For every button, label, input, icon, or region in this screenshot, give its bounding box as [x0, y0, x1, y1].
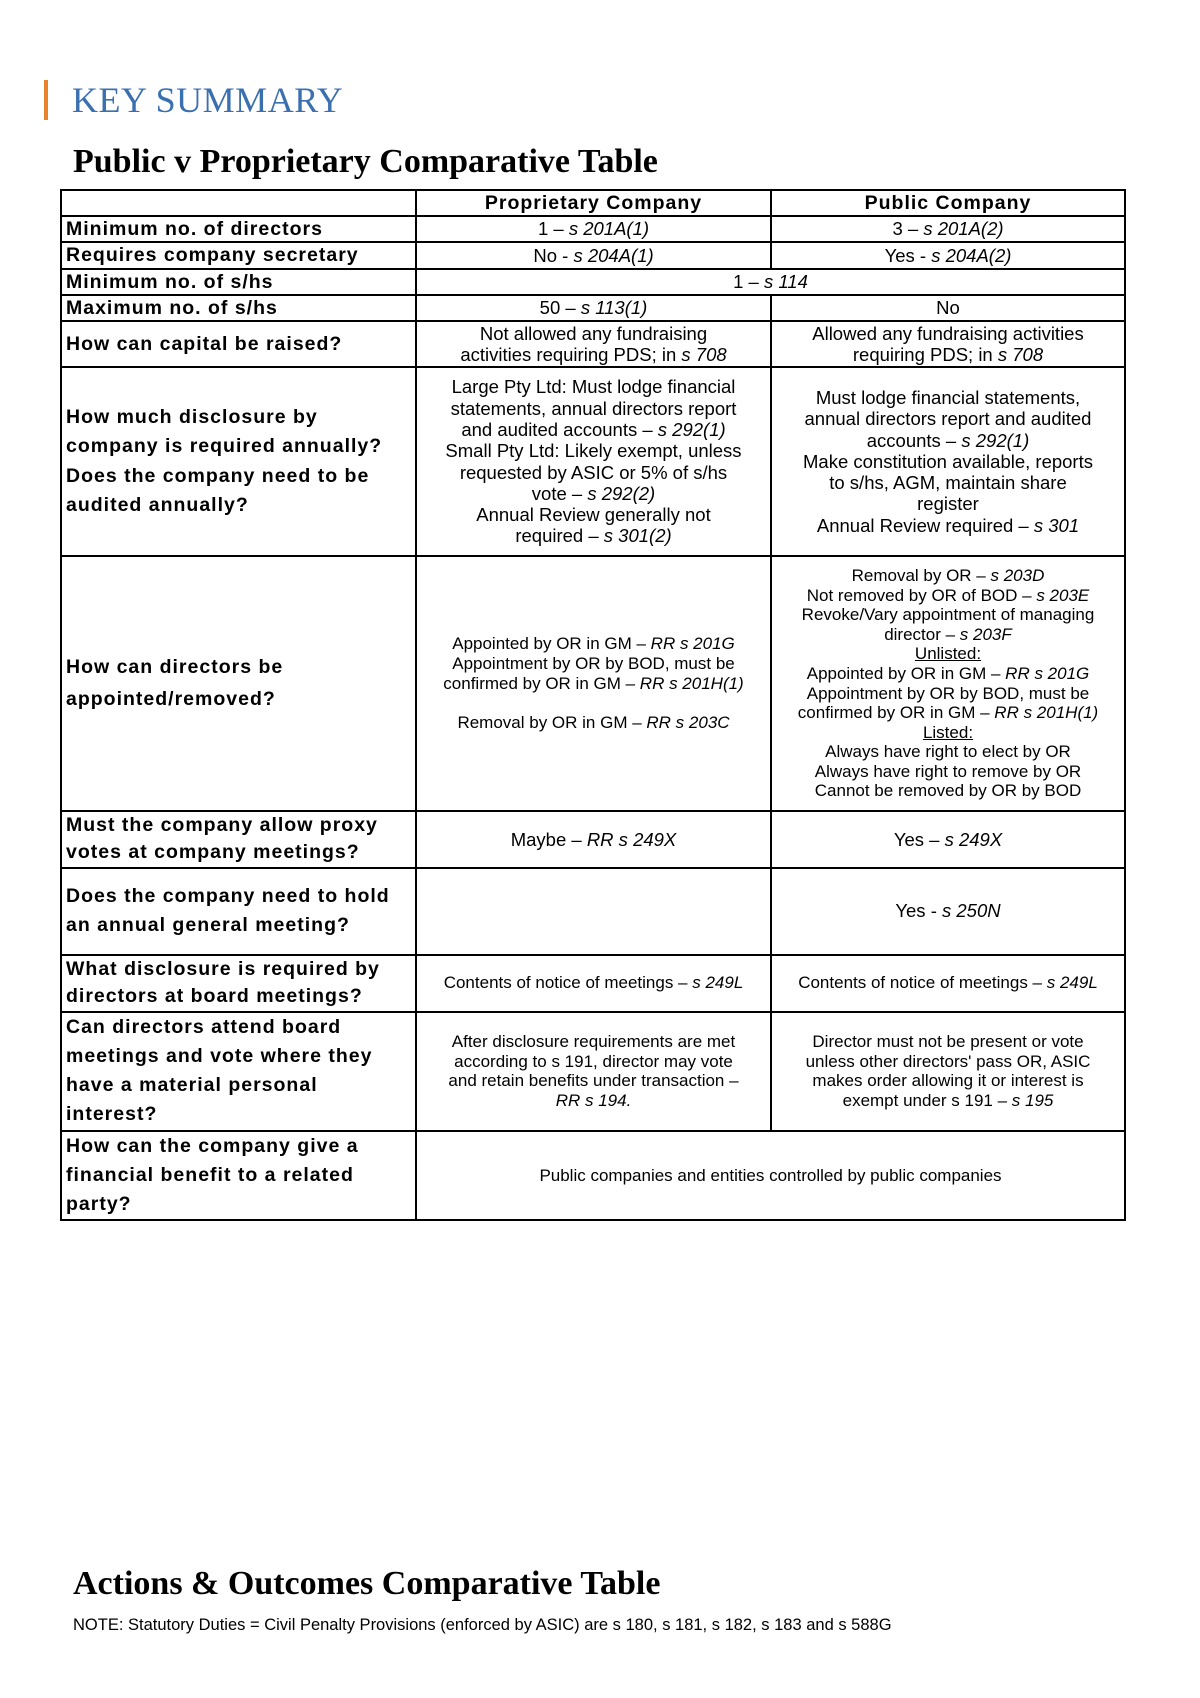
public-answer: Contents of notice of meetings – s 249L — [771, 955, 1125, 1012]
proprietary-answer: Appointed by OR in GM – RR s 201G Appointment by OR by BOD, must be confirmed by OR in GM – RR s 201H(1) Removal by OR in GM – RR s 203C — [416, 556, 771, 811]
proprietary-answer: 1 – s 201A(1) — [416, 216, 771, 242]
public-answer: Removal by OR – s 203D Not removed by OR of BOD – s 203E Revoke/Vary appointment of managing director – s 203F Unlisted: Appointed by OR in GM – RR s 201G Appointment by OR by BOD, must be confirmed by OR in GM – RR s 201H(1) Listed: Always have right to elect by OR Always have right to remove by OR Cannot be removed by OR by BOD — [771, 556, 1125, 811]
table-row — [61, 367, 1125, 556]
row-question: Does the company need to hold an annual general meeting? — [61, 868, 416, 955]
section-title: Actions & Outcomes Comparative Table — [73, 1565, 661, 1602]
row-question: How can directors be appointed/removed? — [61, 556, 416, 811]
table-header-row — [61, 190, 1125, 216]
proprietary-answer: No - s 204A(1) — [416, 242, 771, 269]
proprietary-answer: After disclosure requirements are met according to s 191, director may vote and retain benefits under transaction – RR s 194. — [416, 1012, 771, 1131]
column-header-public: Public Company — [771, 190, 1125, 216]
public-answer: Allowed any fundraising activities requiring PDS; in s 708 — [771, 321, 1125, 367]
row-question: How can capital be raised? — [61, 321, 416, 367]
public-answer: Yes – s 249X — [771, 811, 1125, 868]
table-row — [61, 1012, 1125, 1131]
public-answer: Yes - s 250N — [771, 868, 1125, 955]
proprietary-answer: Maybe – RR s 249X — [416, 811, 771, 868]
table-row — [61, 868, 1125, 955]
proprietary-answer: 50 – s 113(1) — [416, 295, 771, 321]
row-question: Must the company allow proxy votes at company meetings? — [61, 811, 416, 868]
table-row — [61, 242, 1125, 269]
key-summary-heading — [44, 78, 343, 122]
row-question: Can directors attend board meetings and vote where they have a material personal interest? — [61, 1012, 416, 1131]
table-row — [61, 321, 1125, 367]
row-question: Minimum no. of directors — [61, 216, 416, 242]
proprietary-answer: Not allowed any fundraising activities requiring PDS; in s 708 — [416, 321, 771, 367]
row-question: Minimum no. of s/hs — [61, 269, 416, 295]
proprietary-answer — [416, 868, 771, 955]
table-row — [61, 295, 1125, 321]
public-answer: 3 – s 201A(2) — [771, 216, 1125, 242]
public-answer: No — [771, 295, 1125, 321]
table-row — [61, 1131, 1125, 1221]
row-question: Maximum no. of s/hs — [61, 295, 416, 321]
proprietary-answer: Large Pty Ltd: Must lodge financial statements, annual directors report and audited accounts – s 292(1) Small Pty Ltd: Likely exempt, unless requested by ASIC or 5% of s/hs vote – s 292(2) Annual Review generally not required – s 301(2) — [416, 367, 771, 556]
key-summary-label: KEY SUMMARY — [72, 80, 344, 120]
public-answer: Must lodge financial statements, annual directors report and audited accounts – s 292(1) Make constitution available, reports to s/hs, AGM, maintain share register Annual Review required – s 301 — [771, 367, 1125, 556]
proprietary-answer: Contents of notice of meetings – s 249L — [416, 955, 771, 1012]
row-question: What disclosure is required by directors at board meetings? — [61, 955, 416, 1012]
row-question: How much disclosure by company is required annually? Does the company need to be audited annually? — [61, 367, 416, 556]
public-answer: Yes - s 204A(2) — [771, 242, 1125, 269]
comparison-table — [60, 189, 1126, 1221]
page-title: Public v Proprietary Comparative Table — [73, 143, 658, 180]
table-row — [61, 269, 1125, 295]
column-header-proprietary: Proprietary Company — [416, 190, 771, 216]
table-row — [61, 811, 1125, 868]
row-question: Requires company secretary — [61, 242, 416, 269]
row-question: How can the company give a financial benefit to a related party? — [61, 1131, 416, 1221]
statutory-duties-note: NOTE: Statutory Duties = Civil Penalty Provisions (enforced by ASIC) are s 180, s 181, s 182, s 183 and s 588G — [73, 1616, 892, 1634]
table-row — [61, 216, 1125, 242]
table-row — [61, 556, 1125, 811]
shared-answer: 1 – s 114 — [416, 269, 1125, 295]
empty-header-cell — [61, 190, 416, 216]
shared-answer: Public companies and entities controlled by public companies — [416, 1131, 1125, 1221]
table-row — [61, 955, 1125, 1012]
accent-bar — [44, 80, 48, 120]
public-answer: Director must not be present or vote unless other directors' pass OR, ASIC makes order allowing it or interest is exempt under s 191 – s 195 — [771, 1012, 1125, 1131]
